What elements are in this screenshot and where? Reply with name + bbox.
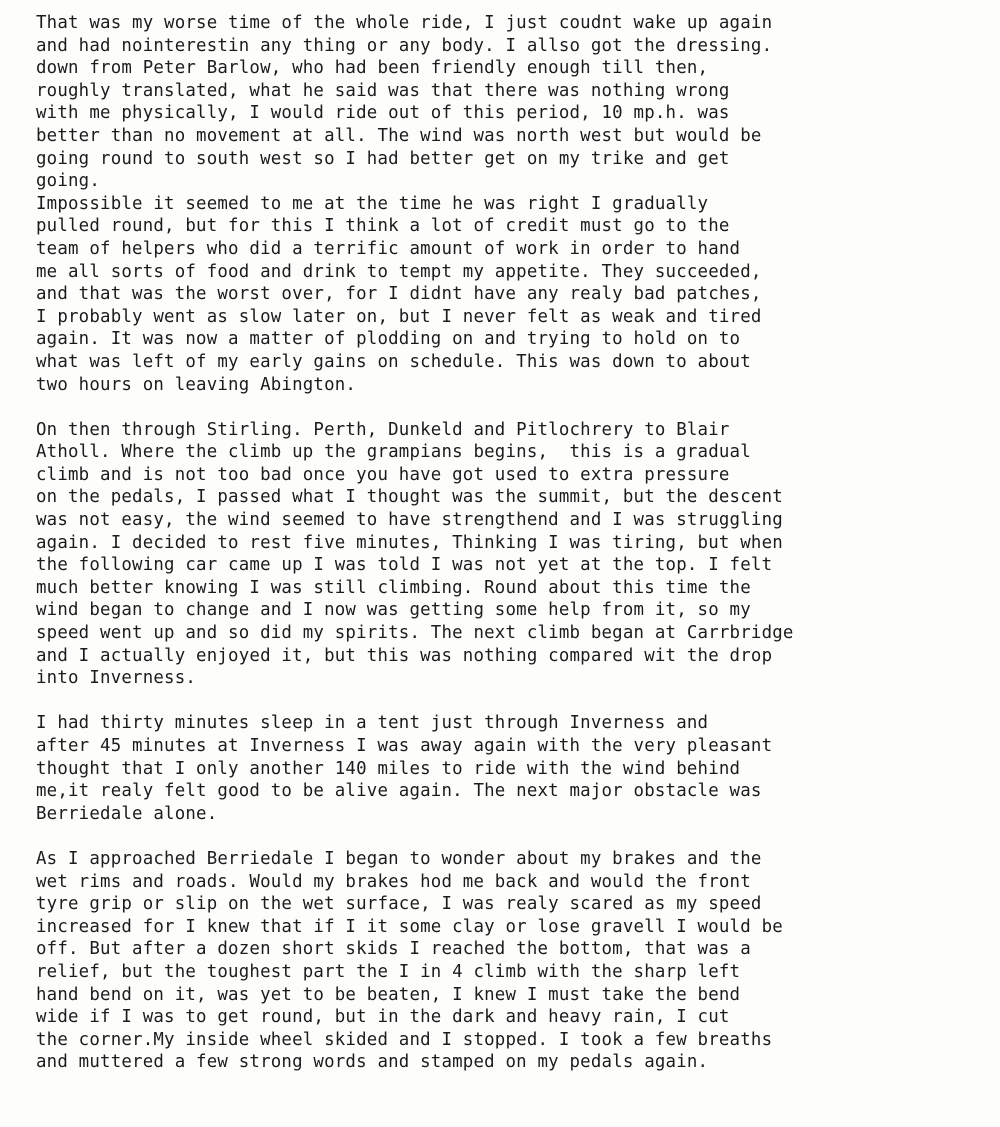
text-line: the corner.My inside wheel skided and I stopped. I took a few breaths — [36, 1029, 773, 1050]
text-line: again. It was now a matter of plodding on and trying to hold on to — [36, 329, 741, 350]
text-line: me,it realy felt good to be alive again. The next major obstacle was — [36, 781, 762, 802]
text-line: tyre grip or slip on the wet surface, I was realy scared as my speed — [36, 894, 762, 915]
text-line: speed went up and so did my spirits. The next climb began at Carrbridge — [36, 623, 794, 644]
text-line: much better knowing I was still climbing. Round about this time the — [36, 577, 751, 598]
text-line: wide if I was to get round, but in the dark and heavy rain, I cut — [36, 1007, 730, 1028]
text-line: wet rims and roads. Would my brakes hod me back and would the front — [36, 871, 751, 892]
text-line: team of helpers who did a terrific amount of work in order to hand — [36, 238, 741, 259]
paragraph-pulled-round — [36, 193, 986, 396]
text-line: roughly translated, what he said was that there was nothing wrong — [36, 80, 730, 101]
text-line: with me physically, I would ride out of this period, 10 mp.h. was — [36, 103, 730, 124]
text-line: and had nointerestin any thing or any body. I allso got the dressing. — [36, 35, 773, 56]
text-line: I had thirty minutes sleep in a tent just through Inverness and — [36, 713, 709, 734]
text-line: increased for I knew that if I it some clay or lose gravell I would be — [36, 916, 783, 937]
text-line: thought that I only another 140 miles to ride with the wind behind — [36, 758, 741, 779]
text-line: wind began to change and I now was getting some help from it, so my — [36, 600, 751, 621]
text-line: relief, but the toughest part the I in 4 climb with the sharp left — [36, 961, 741, 982]
text-line: down from Peter Barlow, who had been friendly enough till then, — [36, 58, 709, 79]
text-line: going. — [36, 171, 101, 192]
text-line: Impossible it seemed to me at the time he was right I gradually — [36, 193, 709, 214]
text-line: again. I decided to rest five minutes, Thinking I was tiring, but when — [36, 532, 783, 553]
text-line: On then through Stirling. Perth, Dunkeld and Pitlochrery to Blair — [36, 419, 730, 440]
text-line: was not easy, the wind seemed to have strengthend and I was struggling — [36, 510, 783, 531]
paragraph-berriedale — [36, 848, 986, 1074]
text-line: I probably went as slow later on, but I never felt as weak and tired — [36, 306, 762, 327]
typed-text-body — [36, 12, 986, 1074]
paragraph-inverness — [36, 712, 986, 825]
text-line: Atholl. Where the climb up the grampians begins, this is a gradual — [36, 442, 751, 463]
text-line: off. But after a dozen short skids I reached the bottom, that was a — [36, 939, 751, 960]
text-line: into Inverness. — [36, 668, 197, 689]
text-line: what was left of my early gains on schedule. This was down to about — [36, 351, 751, 372]
text-line: As I approached Berriedale I began to wonder about my brakes and the — [36, 848, 762, 869]
text-line: on the pedals, I passed what I thought was the summit, but the descent — [36, 487, 783, 508]
text-line: Berriedale alone. — [36, 803, 218, 824]
paragraph-grampians — [36, 419, 986, 690]
text-line: pulled round, but for this I think a lot of credit must go to the — [36, 216, 730, 237]
paragraph-worst-time — [36, 12, 986, 193]
text-line: better than no movement at all. The wind was north west but would be — [36, 125, 762, 146]
text-line: climb and is not too bad once you have got used to extra pressure — [36, 464, 730, 485]
text-line: after 45 minutes at Inverness I was away again with the very pleasant — [36, 736, 773, 756]
text-line: That was my worse time of the whole ride, I just coudnt wake up again — [36, 13, 773, 33]
text-line: and I actually enjoyed it, but this was nothing compared wit the drop — [36, 645, 773, 666]
text-line: me all sorts of food and drink to tempt my appetite. They succeeded, — [36, 261, 762, 282]
text-line: and that was the worst over, for I didnt have any realy bad patches, — [36, 284, 762, 305]
text-line: and muttered a few strong words and stamped on my pedals again. — [36, 1052, 709, 1073]
text-line: going round to south west so I had better get on my trike and get — [36, 148, 730, 169]
text-line: hand bend on it, was yet to be beaten, I knew I must take the bend — [36, 984, 741, 1005]
text-line: the following car came up I was told I was not yet at the top. I felt — [36, 555, 773, 576]
text-line: two hours on leaving Abington. — [36, 374, 357, 395]
